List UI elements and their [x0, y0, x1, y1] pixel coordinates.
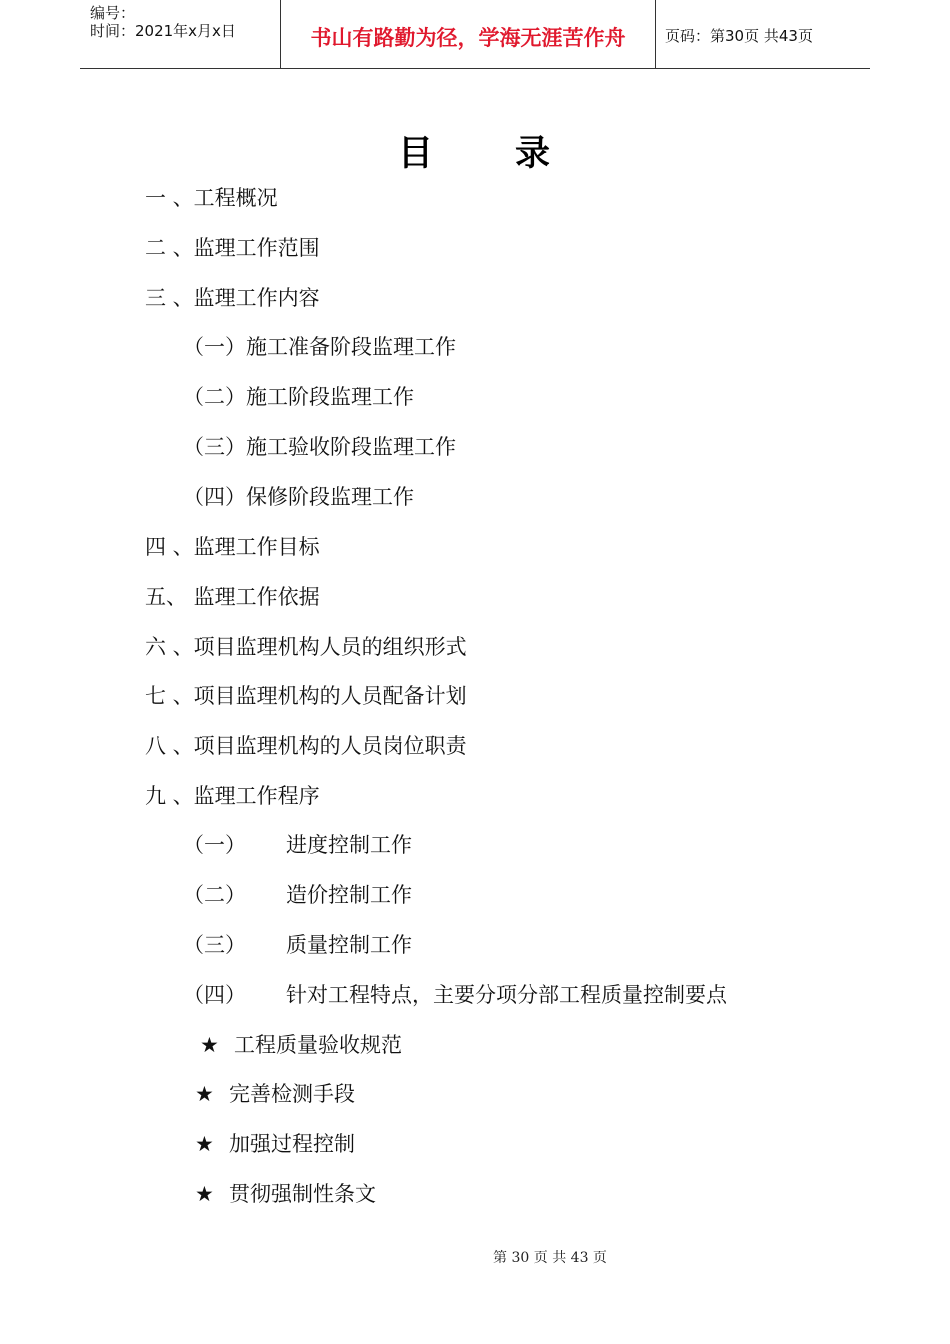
document-number-label: 编号：: [90, 4, 136, 22]
toc-item-prefix: （二）: [183, 883, 246, 907]
toc-star-label: 工程质量验收规范: [234, 1033, 402, 1057]
toc-item-9-3[interactable]: [183, 932, 412, 958]
toc-star-item-3[interactable]: [195, 1131, 355, 1157]
star-icon: ★: [195, 1132, 214, 1156]
toc-item-3[interactable]: 三 、监理工作内容: [145, 286, 320, 310]
toc-item-9[interactable]: 九 、监理工作程序: [145, 784, 320, 808]
star-icon: ★: [195, 1182, 214, 1206]
document-time-label: 时间：2021年x月x日: [90, 22, 236, 40]
toc-item-9-2[interactable]: [183, 882, 412, 908]
header-motto: 书山有路勤为径，学海无涯苦作舟: [310, 26, 626, 50]
toc-item-3-4[interactable]: （四）保修阶段监理工作: [183, 485, 414, 509]
toc-item-prefix: （四）: [183, 983, 246, 1007]
page-footer: 第 30 页 共 43 页: [493, 1250, 607, 1266]
toc-item-label: 造价控制工作: [286, 883, 412, 907]
star-icon: ★: [195, 1082, 214, 1106]
star-icon: ★: [200, 1033, 219, 1057]
header-page-cell: [655, 0, 870, 68]
header-page-info: 页码：第30页 共43页: [665, 27, 813, 45]
header-motto-cell: [280, 0, 656, 68]
toc-star-label: 加强过程控制: [229, 1132, 355, 1156]
toc-item-3-3[interactable]: （三）施工验收阶段监理工作: [183, 435, 456, 459]
toc-star-item-2[interactable]: [195, 1081, 355, 1107]
toc-item-1[interactable]: 一 、工程概况: [145, 186, 278, 210]
header-meta-cell: [80, 0, 280, 68]
toc-star-item-1[interactable]: [200, 1032, 402, 1058]
toc-item-2[interactable]: 二 、监理工作范围: [145, 236, 320, 260]
toc-star-label: 贯彻强制性条文: [229, 1182, 376, 1206]
toc-item-5[interactable]: 五、 监理工作依据: [145, 585, 320, 609]
page-title: 目录: [397, 134, 632, 174]
toc-item-7[interactable]: 七 、项目监理机构的人员配备计划: [145, 684, 467, 708]
toc-item-label: 质量控制工作: [286, 933, 412, 957]
toc-item-label: 针对工程特点，主要分项分部工程质量控制要点: [286, 983, 727, 1007]
toc-item-6[interactable]: 六 、项目监理机构人员的组织形式: [145, 635, 467, 659]
toc-item-4[interactable]: 四 、监理工作目标: [145, 535, 320, 559]
toc-star-item-4[interactable]: [195, 1181, 376, 1207]
toc-star-label: 完善检测手段: [229, 1082, 355, 1106]
toc-item-label: 进度控制工作: [286, 833, 412, 857]
page-header: [80, 0, 870, 69]
toc-item-8[interactable]: 八 、项目监理机构的人员岗位职责: [145, 734, 467, 758]
toc-item-prefix: （三）: [183, 933, 246, 957]
toc-item-9-4[interactable]: [183, 982, 727, 1008]
toc-item-prefix: （一）: [183, 833, 246, 857]
toc-item-3-1[interactable]: （一）施工准备阶段监理工作: [183, 335, 456, 359]
toc-item-3-2[interactable]: （二）施工阶段监理工作: [183, 385, 414, 409]
toc-item-9-1[interactable]: [183, 832, 412, 858]
